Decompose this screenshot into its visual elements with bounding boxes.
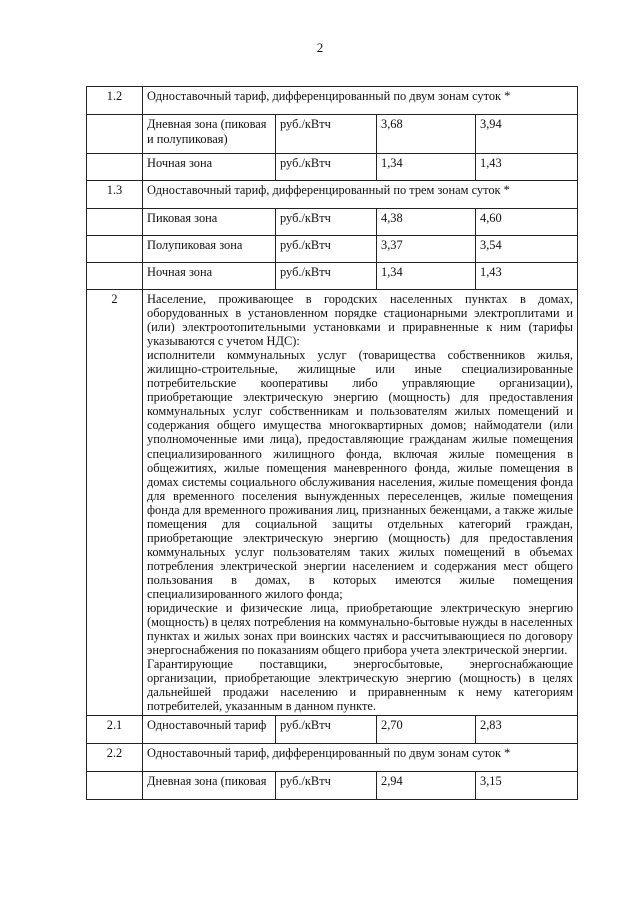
- page-number: 2: [316, 40, 324, 55]
- row-number: 1.3: [87, 181, 143, 209]
- value-1: 3,37: [377, 236, 476, 263]
- value-2: 1,43: [476, 263, 578, 290]
- zone-name: Дневная зона (пиковая и полупиковая): [143, 115, 276, 154]
- paragraph: Гарантирующие поставщики, энергосбытовые, энергоснабжающие организации, приобретающие электрическую энергию (мощность) в целях дальнейшей продажи населению и приравненным к нему категориям потребителей, указанным в данном пункте.: [147, 657, 573, 714]
- row-number-empty: [87, 236, 143, 263]
- table-row: [87, 772, 578, 800]
- zone-name: Ночная зона: [143, 154, 276, 181]
- zone-name: Полупиковая зона: [143, 236, 276, 263]
- value-1: 1,34: [377, 154, 476, 181]
- table-row: [87, 236, 578, 263]
- row-number: 2.1: [87, 716, 143, 744]
- value-2: 3,94: [476, 115, 578, 154]
- zone-name: Пиковая зона: [143, 209, 276, 236]
- value-1: 1,34: [377, 263, 476, 290]
- row-title: Одноставочный тариф, дифференцированный по трем зонам суток *: [143, 181, 578, 209]
- unit: руб./кВтч: [276, 236, 377, 263]
- zone-name: Дневная зона (пиковая: [143, 772, 276, 800]
- table-row: [87, 263, 578, 290]
- zone-name: Одноставочный тариф: [143, 716, 276, 744]
- value-2: 3,54: [476, 236, 578, 263]
- value-1: 3,68: [377, 115, 476, 154]
- value-2: 4,60: [476, 209, 578, 236]
- row-number-empty: [87, 115, 143, 154]
- table-row: [87, 154, 578, 181]
- row-title: Одноставочный тариф, дифференцированный по двум зонам суток *: [143, 87, 578, 115]
- unit: руб./кВтч: [276, 209, 377, 236]
- unit: руб./кВтч: [276, 115, 377, 154]
- row-number-empty: [87, 772, 143, 800]
- row-number-empty: [87, 209, 143, 236]
- table-row: [87, 87, 578, 115]
- paragraph: Население, проживающее в городских населенных пунктах в домах, оборудованных в установленном порядке стационарными электроплитами и (или) электроотопительными установками и приравненные к ним (тарифы указываются с учетом НДС):: [147, 292, 573, 349]
- value-1: 2,94: [377, 772, 476, 800]
- row-number-empty: [87, 154, 143, 181]
- value-1: 4,38: [377, 209, 476, 236]
- row-number: 1.2: [87, 87, 143, 115]
- tariff-table: [86, 86, 578, 800]
- row-number: 2: [87, 290, 143, 716]
- paragraph: исполнители коммунальных услуг (товарищества собственников жилья, жилищно-строительные, жилищные или иные специализированные потребительские кооперативы либо управляющие организации), приобретающие электрическую энергию (мощность) для предоставления коммунальных услуг собственникам и пользователям жилых помещений и содержания общего имущества многоквартирных домов; наймодатели (или уполномоченные ими лица), предоставляющие гражданам жилые помещения специализированного жилищного фонда, включая жилые помещения в общежитиях, жилые помещения маневренного фонда, жилые помещения в домах системы социального обслуживания населения, жилые помещения фонда для временного поселения вынужденных переселенцев, жилые помещения фонда для временного проживания лиц, признанных беженцами, а также жилые помещения для социальной защиты отдельных категорий граждан, приобретающие электрическую энергию (мощность) для предоставления коммунальных услуг пользователям таких жилых помещений в объемах потребления электрической энергии населением и содержания мест общего пользования в домах, в которых имеются жилые помещения специализированного жилого фонда;: [147, 348, 573, 601]
- row-title: Одноставочный тариф, дифференцированный по двум зонам суток *: [143, 744, 578, 772]
- row-number: 2.2: [87, 744, 143, 772]
- population-description: [143, 290, 578, 716]
- paragraph: юридические и физические лица, приобретающие электрическую энергию (мощность) в целях потребления на коммунально-бытовые нужды в населенных пунктах и жилых зонах при воинских частях и рассчитывающиеся по договору энергоснабжения по показаниям общего прибора учета электрической энергии.: [147, 601, 573, 658]
- table-row: [87, 209, 578, 236]
- value-2: 3,15: [476, 772, 578, 800]
- value-2: 2,83: [476, 716, 578, 744]
- unit: руб./кВтч: [276, 716, 377, 744]
- value-1: 2,70: [377, 716, 476, 744]
- table-row: [87, 716, 578, 744]
- unit: руб./кВтч: [276, 154, 377, 181]
- value-2: 1,43: [476, 154, 578, 181]
- table-row: [87, 290, 578, 716]
- table-row: [87, 115, 578, 154]
- table-row: [87, 181, 578, 209]
- row-number-empty: [87, 263, 143, 290]
- unit: руб./кВтч: [276, 772, 377, 800]
- zone-name: Ночная зона: [143, 263, 276, 290]
- unit: руб./кВтч: [276, 263, 377, 290]
- table-row: [87, 744, 578, 772]
